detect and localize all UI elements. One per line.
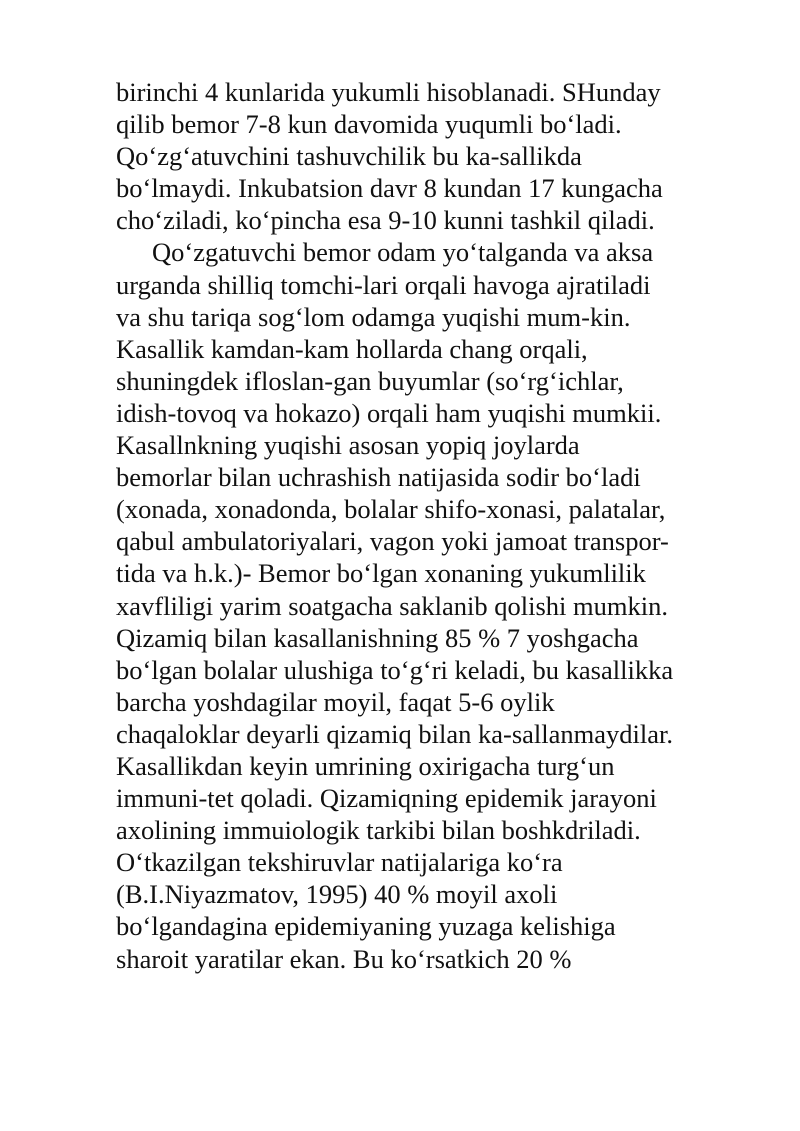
text-line: xavfliligi yarim soatgacha saklanib qolishi mumkin. <box>116 590 668 621</box>
text-line: sharoit yaratilar ekan. Bu ko‘rsatkich 20 % <box>116 943 572 974</box>
text-line: Qo‘zg‘atuvchini tashuvchilik bu ka-sallikda <box>116 141 582 172</box>
text-line: idish-tovoq va hokazo) orqali ham yuqishi mumkii. <box>116 397 662 428</box>
text-line: qabul ambulatoriyalari, vagon yoki jamoat transpor- <box>116 526 669 557</box>
text-line: Kasallik kamdan-kam hollarda chang orqali, <box>116 333 588 364</box>
text-line: tida va h.k.)- Bemor bo‘lgan xonaning yukumlilik <box>116 558 646 589</box>
text-line: shuningdek ifloslan-gan buyumlar (so‘rg‘ichlar, <box>116 365 624 396</box>
text-line: qilib bemor 7-8 kun davomida yuqumli bo‘ladi. <box>116 109 622 140</box>
text-line: (B.I.Niyazmatov, 1995) 40 % moyil axoli <box>116 879 558 910</box>
text-line: cho‘ziladi, ko‘pincha esa 9-10 kunni tashkil qiladi. <box>116 205 655 236</box>
document-page <box>116 76 746 975</box>
text-line: O‘tkazilgan tekshiruvlar natijalariga ko‘ra <box>116 847 563 878</box>
text-line: bo‘lgan bolalar ulushiga to‘g‘ri keladi, bu kasallikka <box>116 654 674 685</box>
text-line: axolining immuiologik tarkibi bilan boshkdriladi. <box>116 815 641 846</box>
text-line: (xonada, xonadonda, bolalar shifo-xonasi, palatalar, <box>116 494 666 525</box>
text-line: urganda shilliq tomchi-lari orqali havoga ajratiladi <box>116 269 651 300</box>
text-line: Kasallnkning yuqishi asosan yopiq joylarda <box>116 430 580 461</box>
text-line: immuni-tet qoladi. Qizamiqning epidemik jarayoni <box>116 783 657 814</box>
text-line: va shu tariqa sog‘lom odamga yuqishi mum-kin. <box>116 301 631 332</box>
paragraph-first-line: Qo‘zgatuvchi bemor odam yo‘talganda va aksa <box>152 237 654 268</box>
text-line: birinchi 4 kunlarida yukumli hisoblanadi. SHunday <box>116 77 661 107</box>
text-line: bo‘lmaydi. Inkubatsion davr 8 kundan 17 kungacha <box>116 173 663 204</box>
text-line: bemorlar bilan uchrashish natijasida sodir bo‘ladi <box>116 462 641 493</box>
text-line: barcha yoshdagilar moyil, faqat 5-6 oylik <box>116 686 555 717</box>
text-line: Qizamiq bilan kasallanishning 85 % 7 yoshgacha <box>116 622 639 653</box>
text-line: chaqaloklar deyarli qizamiq bilan ka-sallanmaydilar. <box>116 718 674 749</box>
text-line: Kasallikdan keyin umrining oxirigacha turg‘un <box>116 750 615 781</box>
text-line: bo‘lgandagina epidemiyaning yuzaga kelishiga <box>116 911 616 942</box>
